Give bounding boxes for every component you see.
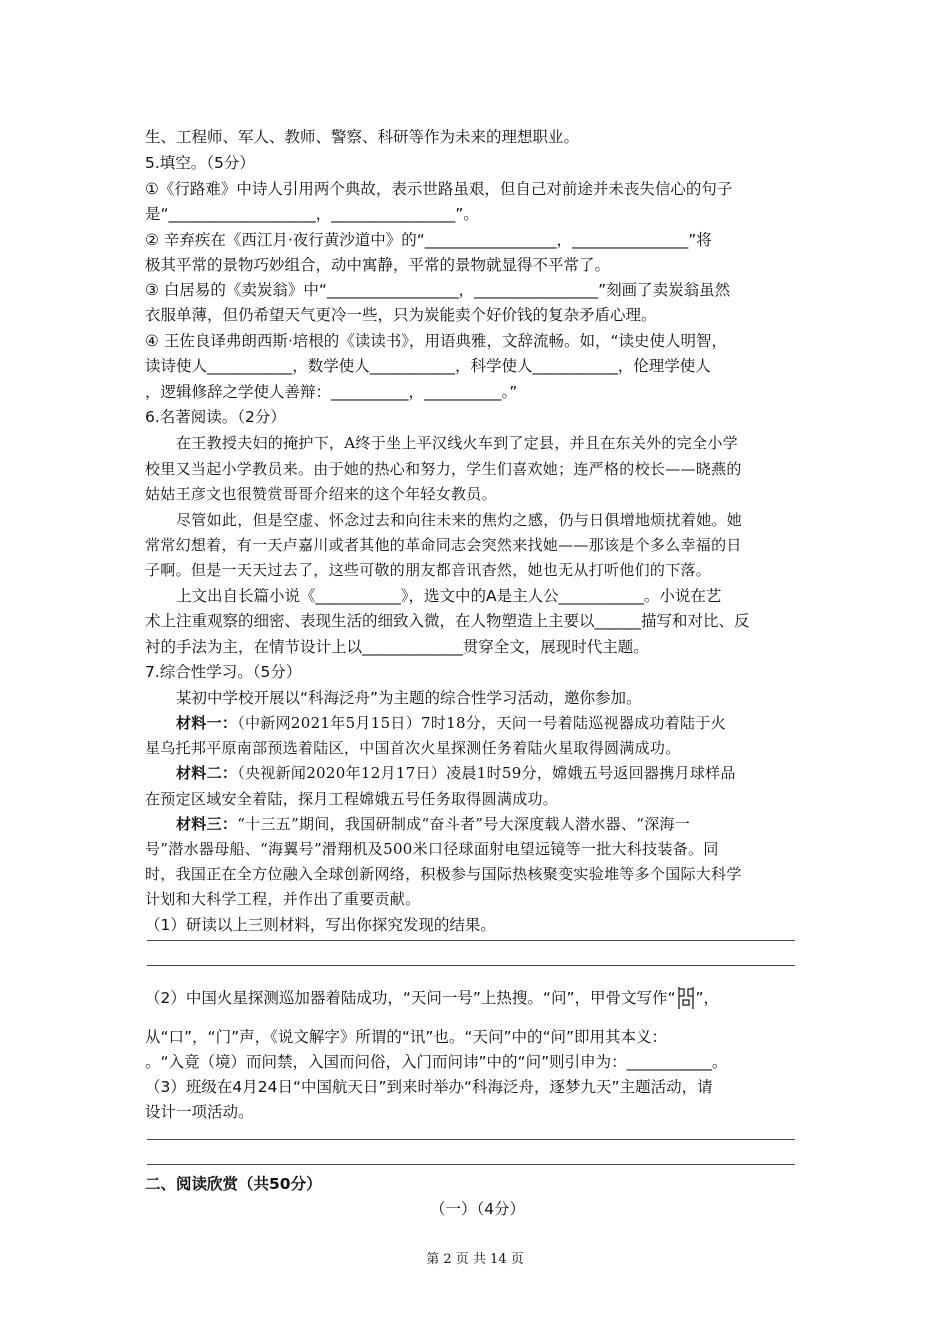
question-7-intro: 某初中学校开展以“科海泛舟”为主题的综合性学习活动，邀你参加。 <box>176 689 642 707</box>
material-3-label: 材料三： <box>176 815 238 833</box>
question-7-part-3: （3）班级在4月24日“中国航天日”到来时举办“科海泛舟，逐梦九天”主题活动，请 <box>145 1078 713 1096</box>
question-5-item-3: ③ 白居易的《卖炭翁》中“_________________，________________”刻画了卖炭翁虽然 <box>145 281 731 299</box>
excerpt-line: 子啊。但是一天天过去了，这些可敬的朋友都音讯杳然，她也无从打听他们的下落。 <box>145 561 712 579</box>
section-2-heading: 二、阅读欣赏（共50分） <box>145 1175 322 1193</box>
material-1-text: （中新网2021年5月15日）7时18分，天问一号着陆巡视器成功着陆于火 <box>237 714 726 732</box>
text-line: 生、工程师、军人、教师、警察、科研等作为未来的理想职业。 <box>145 128 580 146</box>
excerpt-line: 尽管如此，但是空虚、怀念过去和向往未来的焦灼之感，仍与日俱增地烦扰着她。她 <box>176 511 743 529</box>
question-5-item-2: ② 辛弃疾在《西江月·夜行黄沙道中》的“_________________，_______________”将 <box>145 231 712 249</box>
excerpt-line: 在王教授夫妇的掩护下，A终于坐上平汉线火车到了定县，并且在东关外的完全小学 <box>176 434 738 452</box>
question-6-heading: 6.名著阅读。（2分） <box>145 408 286 426</box>
question-7-part-2 <box>145 985 810 1011</box>
material-2-label: 材料二： <box>176 764 238 782</box>
question-7-heading: 7.综合性学习。（5分） <box>145 663 302 681</box>
material-line: 时，我国正在全方位融入全球创新网络，积极参与国际热核聚变实验堆等多个国际大科学 <box>145 865 742 883</box>
material-2-text: （央视新闻2020年12月17日）凌晨1时59分，嫦娥五号返回器携月球样品 <box>237 764 736 782</box>
question-6-prompt: 术上注重观察的细密、表现生活的细致入微，在人物塑造上主要以______描写和对比、反 <box>145 612 750 630</box>
material-1-label: 材料一： <box>176 714 238 732</box>
oracle-bone-wen-icon <box>676 985 696 1011</box>
excerpt-line: 常常幻想着，有一天卢嘉川或者其他的革命同志会突然来找她——那该是个多么幸福的日 <box>145 536 742 554</box>
question-5-item-4-blanks: 读诗使人___________，数学使人___________，科学使人___________，伦理学使人 <box>145 357 711 375</box>
material-1 <box>145 710 810 736</box>
question-7-part-2-text: （2）中国火星探测巡加器着陆成功，“天问一号”上热搜。“问”，甲骨文写作“ <box>145 989 676 1007</box>
text-line: 极其平常的景物巧妙组合，动中寓静，平常的景物就显得不平常了。 <box>145 256 611 274</box>
text-line: 衣服单薄，但仍希望天气更冷一些，只为炭能卖个好价钱的复杂矛盾心理。 <box>145 306 657 324</box>
question-5-item-4: ④ 王佐良译弗朗西斯·培根的《读读书》，用语典雅，文辞流畅。如，“读史使人明智， <box>145 332 728 350</box>
question-5-item-1-blanks: 是“___________________，________________”。 <box>145 205 479 223</box>
question-7-part-2-end: ”， <box>695 989 720 1007</box>
question-5-heading: 5.填空。（5分） <box>145 154 255 172</box>
material-2 <box>145 760 810 786</box>
excerpt-line: 校里又当起小学教员来。由于她的热心和努力，学生们喜欢她；连严格的校长——晓燕的 <box>145 460 742 478</box>
text-line: 。“入竟（境）而问禁，入国而问俗，入门而问讳”中的“问”则引申为：___________。 <box>145 1053 728 1071</box>
material-line: 在预定区域安全着陆，探月工程嫦娥五号任务取得圆满成功。 <box>145 790 559 808</box>
answer-line <box>147 940 795 941</box>
subsection-heading: （一）（4分） <box>429 1200 526 1218</box>
question-7-part-1: （1）研读以上三则材料，写出你探究发现的结果。 <box>145 916 496 934</box>
question-6-prompt: 衬的手法为主，在情节设计上以_____________贯穿全文，展现时代主题。 <box>145 638 649 656</box>
answer-line <box>147 1164 795 1165</box>
material-line: 计划和大科学工程，并作出了重要贡献。 <box>145 890 421 908</box>
question-5-item-1: ①《行路难》中诗人引用两个典故，表示世路虽艰，但自己对前途并未丧失信心的句子 <box>145 180 733 198</box>
material-line: 号”潜水器母船、“海翼号”滑翔机及500米口径球面射电望远镜等一批大科技装备。同 <box>145 840 719 858</box>
page-footer: 第 2 页 共 14 页 <box>426 1252 524 1267</box>
answer-line <box>147 1139 795 1140</box>
question-6-prompt: 上文出自长篇小说《___________》，选文中的A是主人公___________。小说在艺 <box>176 587 722 605</box>
text-line: 从“口”，“门”声，《说文解字》所谓的“讯”也。“天问”中的“问”即用其本义： <box>145 1028 668 1046</box>
answer-line <box>147 965 795 966</box>
excerpt-line: 姑姑王彦文也很赞赏哥哥介绍来的这个年轻女教员。 <box>145 485 497 503</box>
text-line: 设计一项活动。 <box>145 1103 254 1121</box>
material-line: 星乌托邦平原南部预选着陆区，中国首次火星探测任务着陆火星取得圆满成功。 <box>145 739 681 757</box>
material-3 <box>145 811 810 837</box>
question-5-item-4-blanks-2: ，逻辑修辞之学使人善辩：__________，__________。” <box>145 383 518 401</box>
material-3-text: “十三五”期间，我国研制成“奋斗者”号大深度载人潜水器、“深海一 <box>237 815 691 833</box>
